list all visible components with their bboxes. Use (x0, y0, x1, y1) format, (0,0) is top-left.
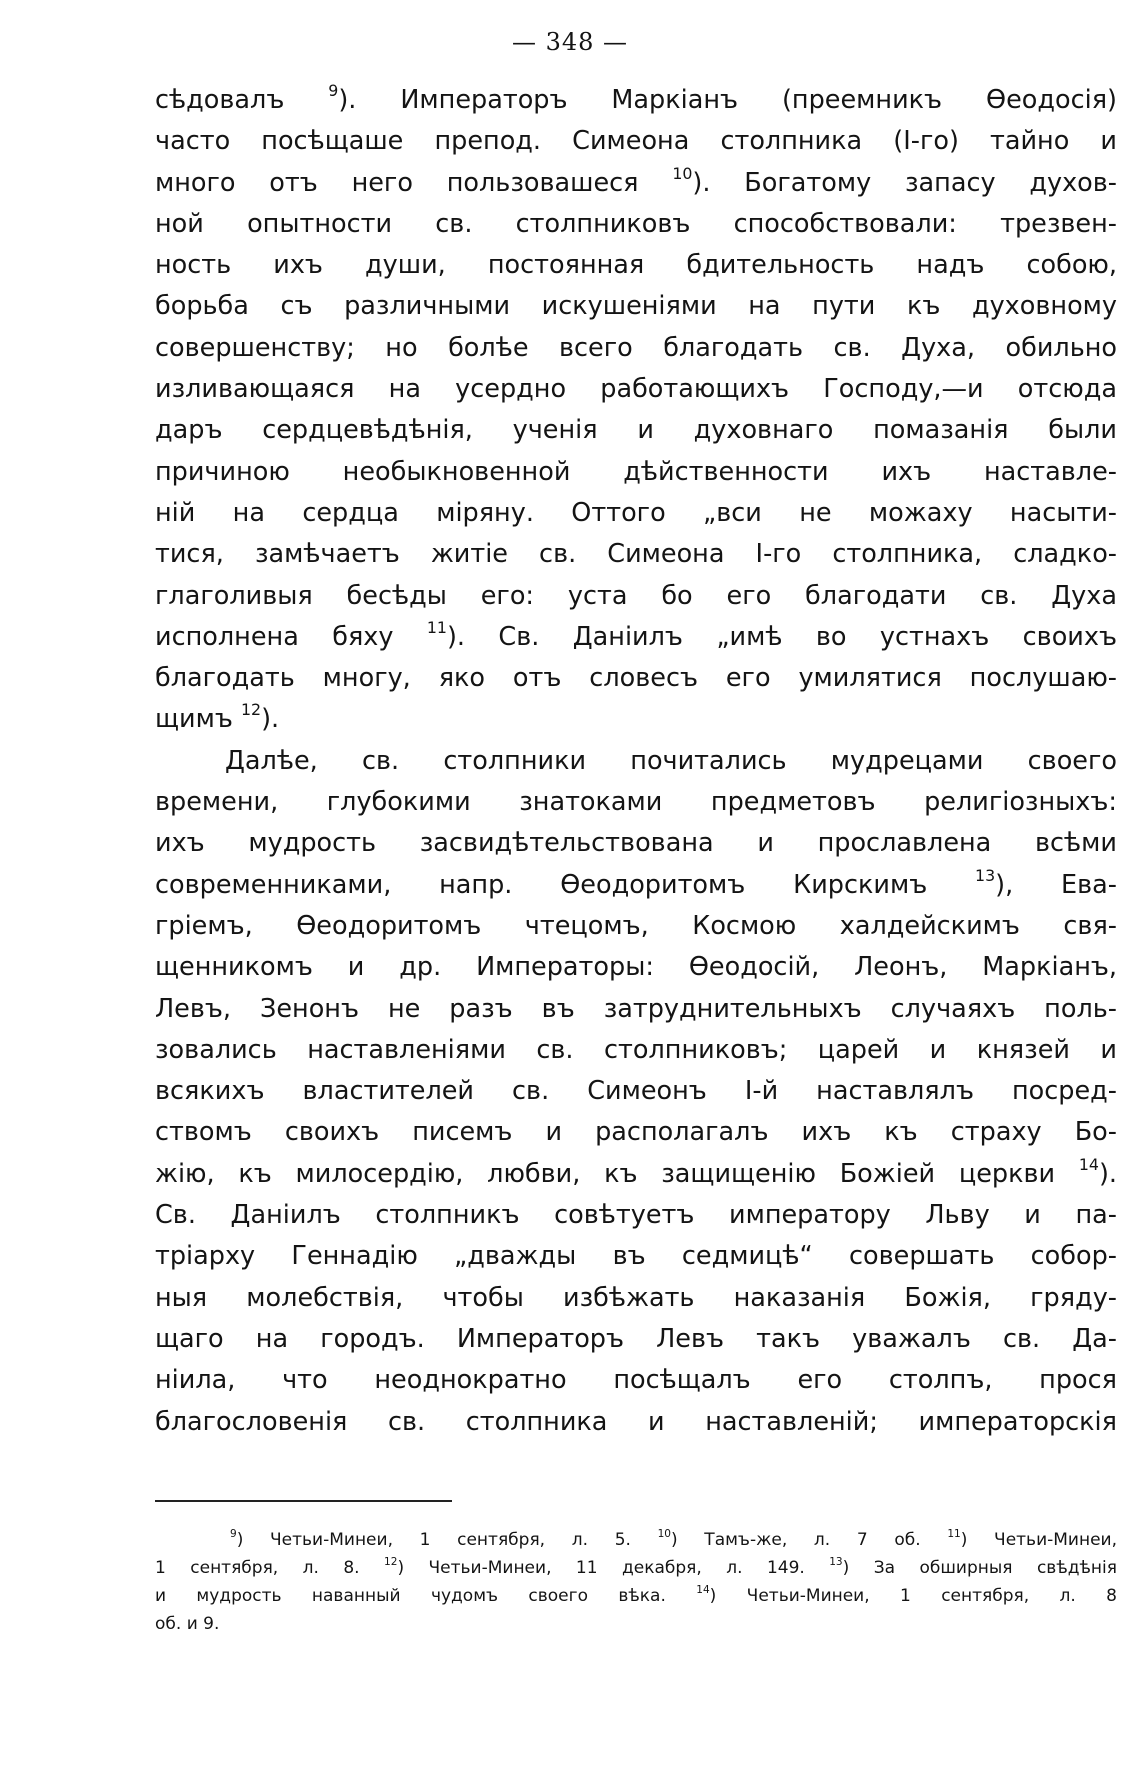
footnote-marker: 9 (230, 1528, 237, 1541)
text-line: современниками, напр. Ѳеодоритомъ Кирскимъ $^{13}$), Ева- (155, 865, 1117, 900)
footnote-line: и мудрость наванный чудомъ своего вѣка. $^{14}$) Четьи-Минеи, 1 сентября, л. 8 (155, 1584, 1117, 1606)
text-line: причиною необыкновенной дѣйственности ихъ наставле- (155, 456, 1117, 487)
text-line: гріемъ, Ѳеодоритомъ чтецомъ, Космою халдейскимъ свя- (155, 910, 1117, 941)
text-line: Св. Даніилъ столпникъ совѣтуетъ императору Льву и па- (155, 1200, 1117, 1231)
text-line: ной опытности св. столпниковъ способствовали: трезвен- (155, 208, 1117, 239)
text-line: изливающаяся на усердно работающихъ Господу,—и отсюда (155, 374, 1117, 405)
text-line: времени, глубокими знатоками предметовъ религіозныхъ: (155, 787, 1117, 818)
text-line: зовались наставленіями св. столпниковъ; царей и князей и (155, 1034, 1117, 1065)
text-line: часто посѣщаше препод. Симеона столпника (І-го) тайно и (155, 126, 1117, 157)
text-line: благодать многу, яко отъ словесъ его умилятися послушаю- (155, 663, 1117, 694)
text-line: сѣдовалъ $^9$). Императоръ Маркіанъ (преемникъ Ѳеодосія) (155, 81, 1117, 115)
text-line: исполнена бяху $^{11}$). Св. Даніилъ „имѣ во устнахъ своихъ (155, 618, 1117, 652)
text-line: Левъ, Зенонъ не разъ въ затруднительныхъ случаяхъ поль- (155, 993, 1117, 1024)
text-line: ихъ мудрость засвидѣтельствована и прославлена всѣми (155, 828, 1117, 859)
page-number: — 348 — (511, 28, 629, 56)
text-line: борьба съ различными искушеніями на пути къ духовному (155, 291, 1117, 322)
footnote-marker: 13 (975, 865, 996, 885)
footnote-marker: 13 (829, 1556, 843, 1569)
text-line: ствомъ своихъ писемъ и располагалъ ихъ къ страху Бо- (155, 1117, 1117, 1148)
footnote-marker: 11 (947, 1528, 961, 1541)
text-line: ній на сердца міряну. Оттого „вси не можаху насыти- (155, 497, 1117, 528)
text-line: всякихъ властителей св. Симеонъ І-й наставлялъ посред- (155, 1076, 1117, 1107)
footnote-line: об. и 9. (155, 1614, 220, 1634)
text-line: даръ сердцевѣдѣнія, ученія и духовнаго помазанія были (155, 415, 1117, 446)
text-line: щаго на городъ. Императоръ Левъ такъ уважалъ св. Да- (155, 1323, 1117, 1354)
text-line: совершенству; но болѣе всего благодать св. Духа, обильно (155, 332, 1117, 363)
text-line: щенникомъ и др. Императоры: Ѳеодосій, Леонъ, Маркіанъ, (155, 952, 1117, 983)
text-line: глаголивыя бесѣды его: уста бо его благодати св. Духа (155, 580, 1117, 611)
footnote-line: $^9$) Четьи-Минеи, 1 сентября, л. 5. $^{10}$) Тамъ-же, л. 7 об. $^{11}$) Четьи-Минеи, (230, 1528, 1117, 1550)
body-text (155, 80, 1117, 1443)
text-line: жію, къ милосердію, любви, къ защищенію Божіей церкви $^{14}$). (155, 1154, 1117, 1189)
footnote-marker: 12 (384, 1556, 398, 1569)
text-line: ность ихъ души, постоянная бдительность надъ собою, (155, 250, 1117, 281)
footnote-marker: 10 (657, 1528, 671, 1541)
text-line: благословенія св. столпника и наставленій; императорскія (155, 1406, 1117, 1437)
footnotes (155, 1526, 1117, 1638)
footnote-marker: 14 (1078, 1154, 1099, 1174)
text-line: тріарху Геннадію „дважды въ седмицѣ“ совершать собор- (155, 1241, 1117, 1272)
footnote-marker: 9 (328, 81, 339, 101)
text-line: ныя молебствія, чтобы избѣжать наказанія Божія, гряду- (155, 1282, 1117, 1313)
footnote-marker: 14 (696, 1584, 710, 1597)
text-line: много отъ него пользовашеся $^{10}$). Богатому запасу духов- (155, 163, 1117, 198)
footnote-marker: 12 (240, 700, 262, 720)
footnote-divider (155, 1500, 452, 1502)
footnote-line: 1 сентября, л. 8. $^{12}$) Четьи-Минеи, 11 декабря, л. 149. $^{13}$) За обширныя свѣдѣнія (155, 1556, 1117, 1578)
footnote-marker: 10 (672, 163, 693, 183)
paragraph-start-line: Далѣе, св. столпники почитались мудрецами своего (225, 745, 1117, 776)
paragraph-end-line: щимъ $^{12}$). (155, 700, 280, 735)
text-line: тися, замѣчаетъ житіе св. Симеона І-го столпника, сладко- (155, 539, 1117, 570)
text-line: ніила, что неоднократно посѣщалъ его столпъ, прося (155, 1365, 1117, 1396)
footnote-marker: 11 (426, 618, 447, 638)
